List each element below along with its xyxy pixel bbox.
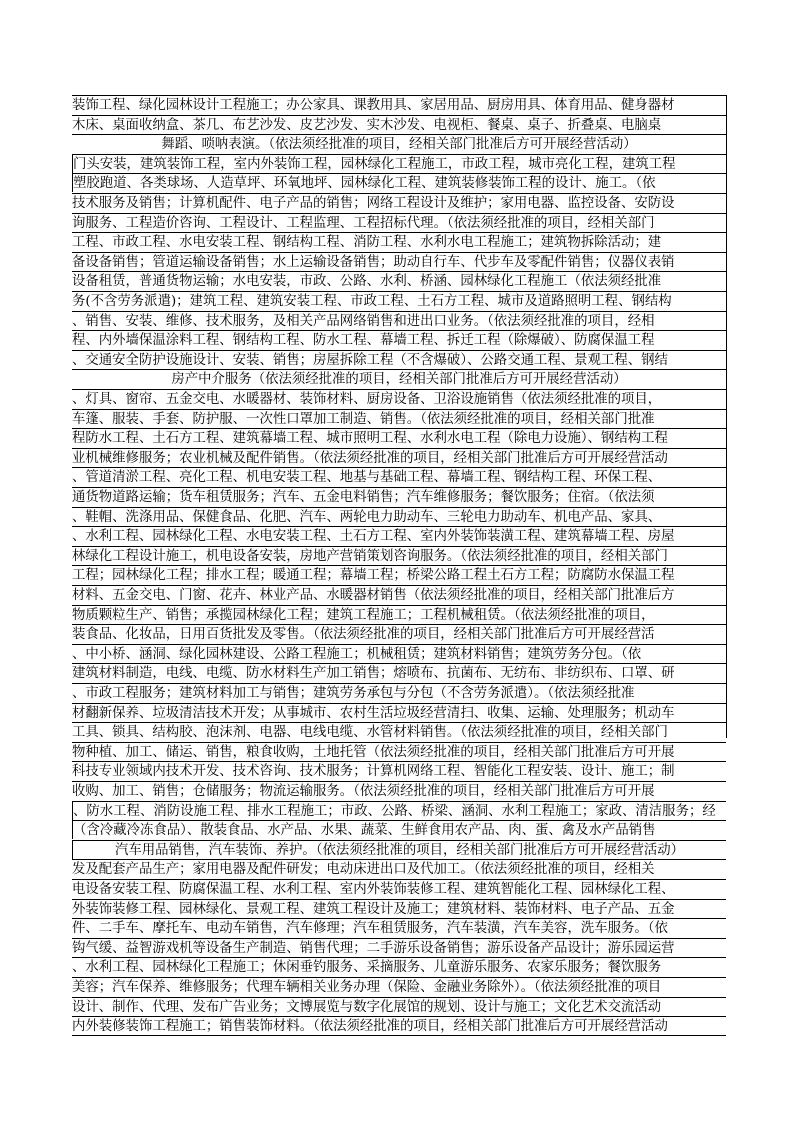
- table-row: 物种植、加工、储运、销售，粮食收购，土地托管（依法须经批准的项目，经相关部门批准后方可开展: [72, 742, 726, 761]
- table-row: 车篷、服装、手套、防护服、一次性口罩加工制造、销售。（依法须经批准的项目，经相关部门批准: [72, 409, 726, 428]
- table-row: 、销售、安装、维修、技术服务，及相关产品网络销售和进出口业务。（依法须经批准的项目，经相: [72, 311, 726, 330]
- table-row: 工程；园林绿化工程；排水工程；暖通工程；幕墙工程；桥梁公路工程土石方工程；防腐防水保温工程: [72, 565, 726, 584]
- table-row: 汽车用品销售，汽车装饰、养护。（依法须经批准的项目，经相关部门批准后方可开展经营活动）: [72, 840, 726, 859]
- table-row: 设备租赁，普通货物运输；水电安装，市政、公路、水利、桥涵、园林绿化工程施工（依法须经批准: [72, 271, 726, 290]
- table-row: 林绿化工程设计施工，机电设备安装，房地产营销策划咨询服务。（依法须经批准的项目，经相关部门: [72, 546, 726, 565]
- table-row: 收购、加工、销售；仓储服务；物流运输服务。（依法须经批准的项目，经相关部门批准后方可开展: [72, 781, 726, 800]
- table-row: 美容；汽车保养、维修服务；代理车辆相关业务办理（保险、金融业务除外）。（依法须经批准的项目: [72, 977, 726, 996]
- table-row: 建筑材料制造，电线、电缆、防水材料生产加工销售；熔喷布、抗菌布、无纺布、非纺织布、口罩、研: [72, 663, 726, 682]
- table-row: 内外装修装饰工程施工；销售装饰材料。（依法须经批准的项目，经相关部门批准后方可开展经营活动: [72, 1016, 726, 1036]
- table-row: 、水利工程、园林绿化工程施工；休闲垂钓服务、采摘服务、儿童游乐服务、农家乐服务；餐饮服务: [72, 957, 726, 976]
- table-row: 程、内外墙保温涂料工程、钢结构工程、防水工程、幕墙工程、拆迁工程（除爆破）、防腐保温工程: [72, 330, 726, 349]
- table-row: 木床、桌面收纳盒、茶几、布艺沙发、皮艺沙发、实木沙发、电视柜、餐桌、桌子、折叠桌、电脑桌: [72, 115, 726, 134]
- table-row: 装饰工程、绿化园林设计工程施工；办公家具、课教用具、家居用品、厨房用具、体育用品、健身器材: [72, 95, 726, 114]
- table-row: 技术服务及销售；计算机配件、电子产品的销售；网络工程设计及维护；家用电器、监控设备、安防设: [72, 193, 726, 212]
- table-row: 务(不含劳务派遣)；建筑工程、建筑安装工程、市政工程、土石方工程、城市及道路照明工程、钢结构: [72, 291, 726, 310]
- table-row: 发及配套产品生产；家用电器及配件研发；电动床进出口及代加工。（依法须经批准的项目，经相关: [72, 859, 726, 878]
- table-row: 塑胶跑道、各类球场、人造草坪、环氧地坪、园林绿化工程、建筑装修装饰工程的设计、施工。（依: [72, 173, 726, 192]
- table-row: 、管道清淤工程、亮化工程、机电安装工程、地基与基础工程、幕墙工程、钢结构工程、环保工程、: [72, 467, 726, 486]
- table-row: 业机械维修服务；农业机械及配件销售。（依法须经批准的项目，经相关部门批准后方可开展经营活动: [72, 448, 726, 467]
- table-row: （含冷藏冷冻食品）、散装食品、水产品、水果、蔬菜、生鲜食用农产品、肉、蛋、禽及水产品销售: [72, 820, 726, 839]
- table-row: 程防水工程、土石方工程、建筑幕墙工程、城市照明工程、水利水电工程（除电力设施）、钢结构工程: [72, 428, 726, 447]
- table-row: 通货物道路运输；货车租赁服务；汽车、五金电料销售；汽车维修服务；餐饮服务；住宿。（依法须: [72, 487, 726, 506]
- table-row: 询服务、工程造价咨询、工程设计、工程监理、工程招标代理。（依法须经批准的项目，经相关部门: [72, 213, 726, 232]
- table-row: 、交通安全防护设施设计、安装、销售；房屋拆除工程（不含爆破）、公路交通工程、景观工程、钢结: [72, 350, 726, 369]
- table-row: 、灯具、窗帘、五金交电、水暖器材、装饰材料、厨房设备、卫浴设施销售（依法须经批准的项目，: [72, 389, 726, 408]
- table-row: 、中小桥、涵洞、绿化园林建设、公路工程施工；机械租赁；建筑材料销售；建筑劳务分包。（依: [72, 644, 726, 663]
- table-row: 、防水工程、消防设施工程、排水工程施工；市政、公路、桥梁、涵洞、水利工程施工；家政、清洁服务；经: [72, 801, 726, 820]
- table-row: 材翻新保养、垃圾清洁技术开发；从事城市、农村生活垃圾经营清扫、收集、运输、处理服务；机动车: [72, 703, 726, 722]
- table-row: 房产中介服务（依法须经批准的项目，经相关部门批准后方可开展经营活动）: [72, 369, 726, 388]
- table-row: 备设备销售；管道运输设备销售；水上运输设备销售；助动自行车、代步车及零配件销售；仪器仪表销: [72, 252, 726, 271]
- table-row: 设计、制作、代理、发布广告业务；文博展览与数字化展馆的规划、设计与施工；文化艺术交流活动: [72, 997, 726, 1016]
- table-row: 科技专业领域内技术开发、技术咨询、技术服务；计算机网络工程、智能化工程安装、设计、施工；制: [72, 761, 726, 780]
- table-row: 材料、五金交电、门窗、花卉、林业产品、水暖器材销售（依法须经批准的项目，经相关部门批准后方: [72, 585, 726, 604]
- table-row: 外装饰装修工程、园林绿化、景观工程、建筑工程设计及施工；建筑材料、装饰材料、电子产品、五金: [72, 899, 726, 918]
- spreadsheet-table: [72, 95, 727, 1035]
- table-row: 门头安装，建筑装饰工程，室内外装饰工程，园林绿化工程施工，市政工程，城市亮化工程，建筑工程: [72, 154, 726, 173]
- table-row: 工具、锁具、结构胶、泡沫剂、电器、电线电缆、水管材料销售。（依法须经批准的项目，经相关部门: [72, 722, 726, 741]
- table-row: 电设备安装工程、防腐保温工程、水利工程、室内外装饰装修工程、建筑智能化工程、园林绿化工程、: [72, 879, 726, 898]
- table-row: 舞蹈、唢呐表演。（依法须经批准的项目，经相关部门批准后方可开展经营活动）: [72, 134, 726, 153]
- table-row: 件、二手车、摩托车、电动车销售，汽车修理；汽车租赁服务，汽车装潢，汽车美容，洗车服务。（依: [72, 918, 726, 937]
- table-row: 工程、市政工程、水电安装工程、钢结构工程、消防工程、水利水电工程施工；建筑物拆除活动；建: [72, 232, 726, 251]
- table-row: 装食品、化妆品，日用百货批发及零售。（依法须经批准的项目，经相关部门批准后方可开展经营活: [72, 624, 726, 643]
- table-row: 、市政工程服务；建筑材料加工与销售；建筑劳务承包与分包（不含劳务派遣）。（依法须经批准: [72, 683, 726, 702]
- table-row: 钩气缓、益智游戏机等设备生产制造、销售代理；二手游乐设备销售；游乐设备产品设计；游乐园运营: [72, 938, 726, 957]
- table-row: 、水利工程、园林绿化工程、水电安装工程、土石方工程、室内外装饰装潢工程、建筑幕墙工程、房屋: [72, 526, 726, 545]
- table-row: 、鞋帽、洗涤用品、保健食品、化肥、汽车、两轮电力助动车、三轮电力助动车、机电产品、家具、: [72, 507, 726, 526]
- table-row: 物质颗粒生产、销售；承揽园林绿化工程；建筑工程施工；工程机械租赁。（依法须经批准的项目，: [72, 605, 726, 624]
